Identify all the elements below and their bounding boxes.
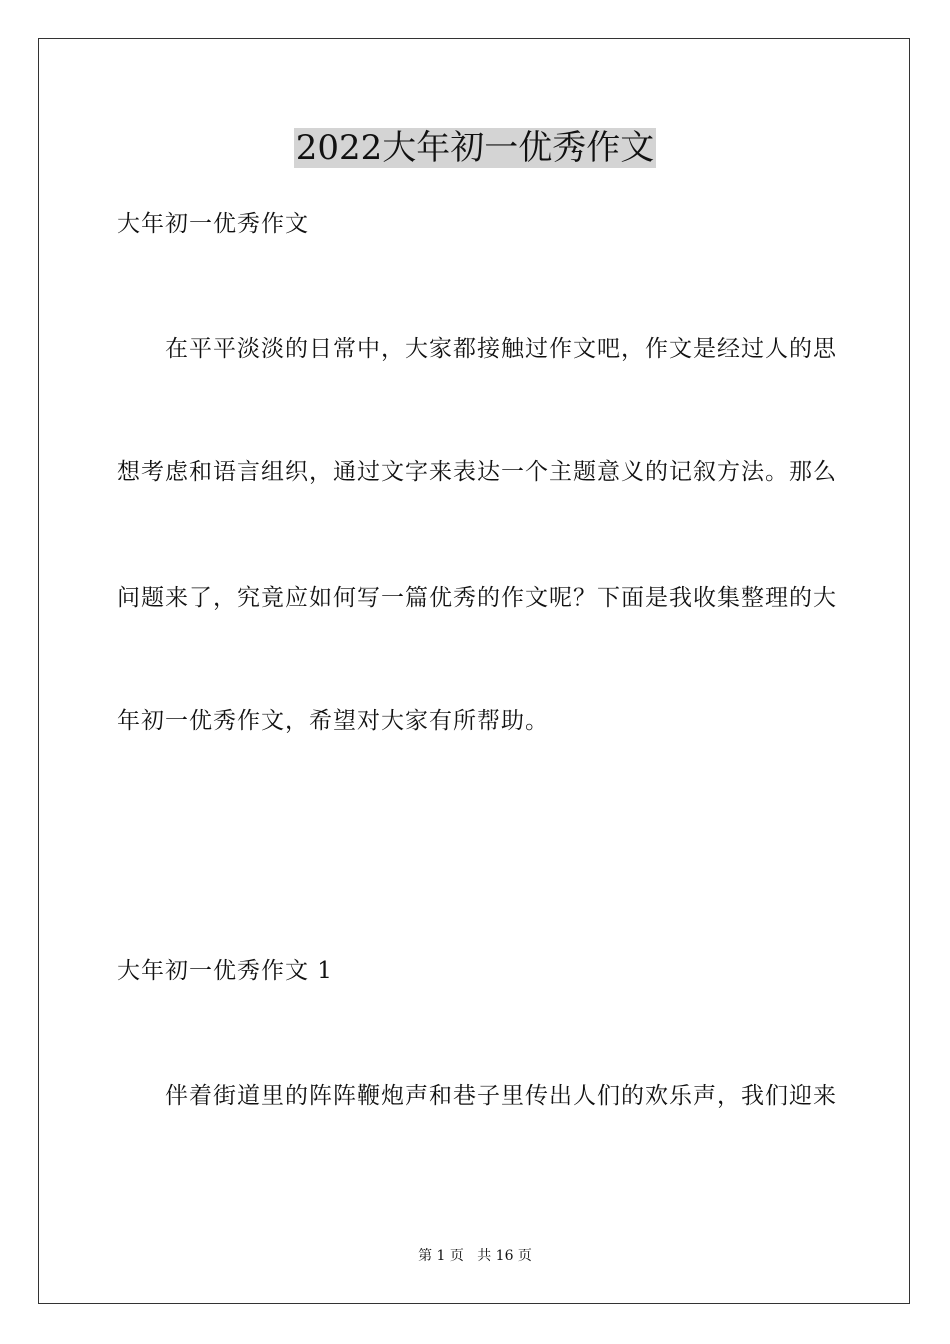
paragraph-line-1: 在平平淡淡的日常中，大家都接触过作文吧，作文是经过人的思 xyxy=(165,336,837,362)
document-title: 2022大年初一优秀作文 xyxy=(295,128,655,168)
page-footer: 第 1 页 共 16 页 xyxy=(418,1248,532,1264)
section-heading: 大年初一优秀作文 1 xyxy=(117,958,333,984)
section-paragraph-line-1: 伴着街道里的阵阵鞭炮声和巷子里传出人们的欢乐声，我们迎来 xyxy=(165,1083,837,1109)
title-container xyxy=(0,128,950,168)
paragraph-line-3: 问题来了，究竟应如何写一篇优秀的作文呢？下面是我收集整理的大 xyxy=(117,585,837,611)
document-subtitle: 大年初一优秀作文 xyxy=(117,211,309,237)
paragraph-line-2: 想考虑和语言组织，通过文字来表达一个主题意义的记叙方法。那么 xyxy=(117,459,837,485)
paragraph-line-4: 年初一优秀作文，希望对大家有所帮助。 xyxy=(117,708,549,734)
